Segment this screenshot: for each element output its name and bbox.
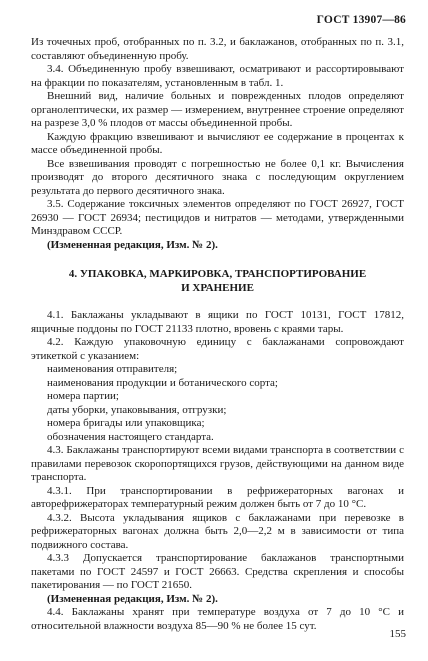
document-body — [31, 36, 404, 633]
paragraph-4-1: 4.1. Баклажаны укладывают в ящики по ГОСТ 10131, ГОСТ 17812, ящичные поддоны по ГОСТ 21133 плотно, вровень с краями тары. — [31, 309, 404, 335]
paragraph-4-3-3: 4.3.3 Допускается транспортирование баклажанов транспортными пакетами по ГОСТ 24597 и ГОСТ 26663. Средства скрепления и способы пакетирования — по ГОСТ 21650. — [31, 552, 404, 591]
paragraph-3-5: 3.5. Содержание токсичных элементов определяют по ГОСТ 26927, ГОСТ 26930 — ГОСТ 26934; пестицидов и нитратов — методами, утвержденными Минздравом СССР. — [31, 198, 404, 237]
paragraph-4-2: 4.2. Каждую упаковочную единицу с баклажанами сопровождают этикеткой с указанием: — [31, 336, 404, 362]
amendment-note-2: (Измененная редакция, Изм. № 2). — [47, 592, 218, 605]
section-4-title-line-2: И ХРАНЕНИЕ — [181, 281, 254, 294]
paragraph-fraction-weighing: Каждую фракцию взвешивают и вычисляют ее содержание в процентах к массе объединенной пробы. — [31, 130, 404, 156]
label-list-item: наименования продукции и ботанического сорта; — [47, 376, 278, 389]
standard-code-header: ГОСТ 13907—86 — [316, 14, 406, 26]
paragraph-3-4: 3.4. Объединенную пробу взвешивают, осматривают и рассортировывают на фракции по показателям, установленным в табл. 1. — [31, 63, 404, 89]
label-list-item: даты уборки, упаковывания, отгрузки; — [47, 403, 227, 416]
paragraph-4-3-2: 4.3.2. Высота укладывания ящиков с баклажанами при перевозке в рефрижераторных вагонах должна быть 2,0—2,2 м в зависимости от типа подвижного состава. — [31, 511, 404, 551]
label-list-item: обозначения настоящего стандарта. — [47, 430, 214, 443]
paragraph-appearance: Внешний вид, наличие больных и поврежденных плодов определяют органолептически, их размер — измерением, внутреннее строение определяют на разрезе 3,0 % плодов от массы объединенной пробы. — [31, 90, 404, 129]
label-list-item: наименования отправителя; — [47, 363, 178, 375]
label-list-item: номера бригады или упаковщика; — [47, 417, 205, 429]
label-list-item: номера партии; — [47, 390, 119, 402]
section-4-title-line-1: 4. УПАКОВКА, МАРКИРОВКА, ТРАНСПОРТИРОВАНИЕ — [68, 268, 367, 280]
page-number: 155 — [389, 628, 406, 640]
paragraph-combined-sample: Из точечных проб, отобранных по п. 3.2, и баклажанов, отобранных по п. 3.1, составляют объединенную пробу. — [31, 36, 404, 62]
paragraph-4-4: 4.4. Баклажаны хранят при температуре воздуха от 7 до 10 °С и относительной влажности воздуха 85—90 % не более 15 сут. — [31, 606, 404, 632]
paragraph-weighing-accuracy: Все взвешивания проводят с погрешностью не более 0,1 кг. Вычисления производят до второго десятичного знака с последующим округлением результата до первого десятичного знака. — [31, 157, 404, 197]
paragraph-4-3-1: 4.3.1. При транспортировании в рефрижераторных вагонах и авторефрижераторах температурный режим должен быть от 7 до 10 °С. — [31, 484, 404, 510]
section-4-title — [31, 268, 404, 295]
paragraph-4-3: 4.3. Баклажаны транспортируют всеми видами транспорта в соответствии с правилами перевозок скоропортящихся грузов, действующими на данном виде транспорта. — [31, 444, 404, 483]
amendment-note-1: (Измененная редакция, Изм. № 2). — [47, 238, 218, 251]
